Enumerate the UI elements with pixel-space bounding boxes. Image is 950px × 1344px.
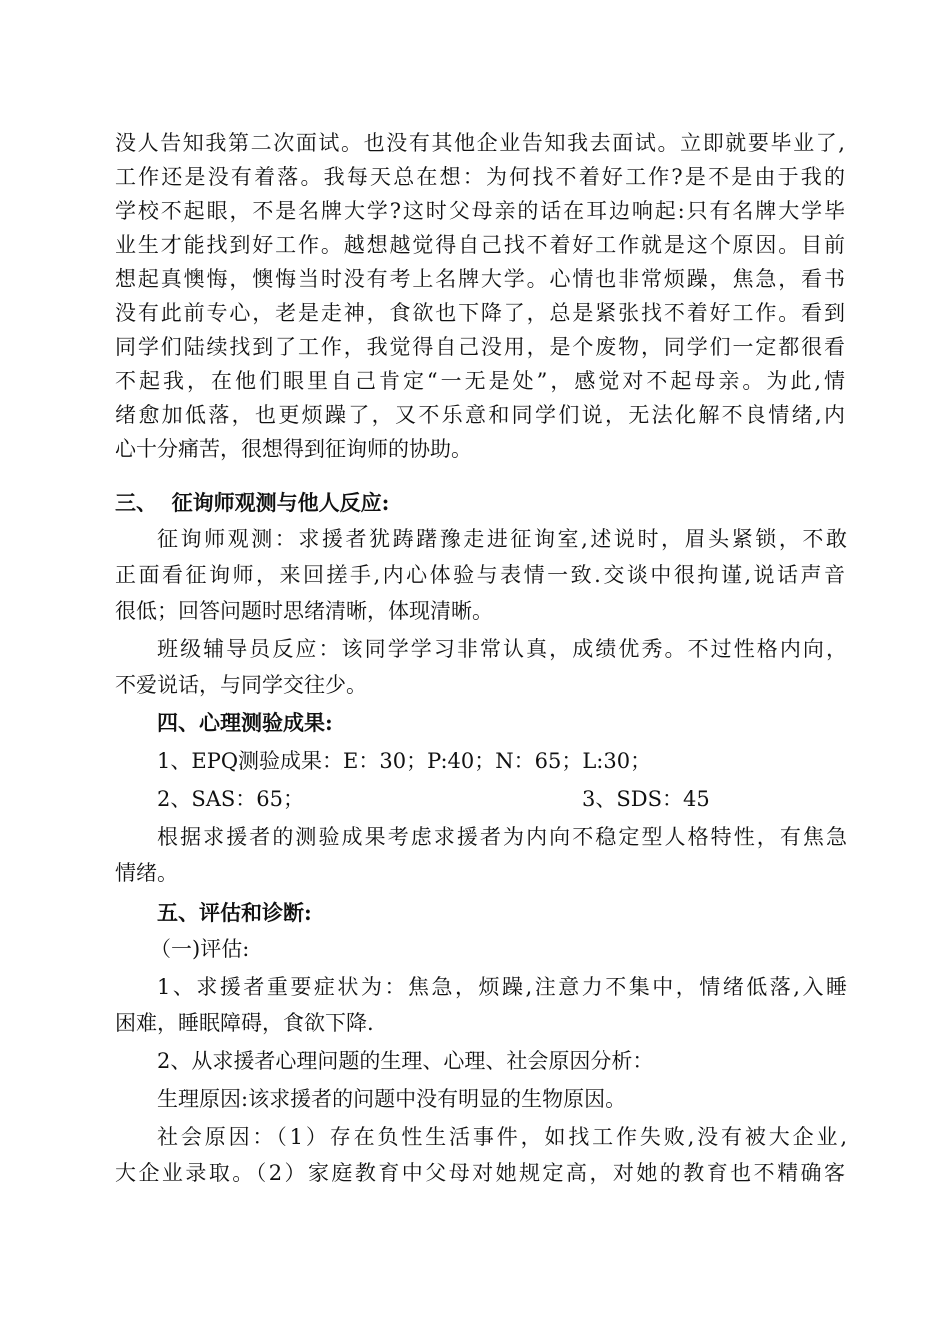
social-cause-line-2: 大企业录取。（2）家庭教育中父母对她规定高，对她的教育也不精确客 (115, 1161, 845, 1185)
section5-heading: 五、评估和诊断: (157, 900, 312, 925)
epq-result: 1、EPQ测验成果：E：30；P:40；N：65；L:30； (157, 749, 652, 773)
observation-line-2: 正面看征询师，来回搓手,内心体验与表情一致.交谈中很拘谨,说话声音 (115, 563, 845, 587)
observation-line-1: 征询师观测：求援者犹踌躇豫走进征询室,述说时，眉头紧锁，不敢 (157, 527, 847, 551)
symptoms-line-2: 困难，睡眠障碍，食欲下降. (115, 1011, 374, 1035)
story-line-1: 没人告知我第二次面试。也没有其他企业告知我去面试。立即就要毕业了, (115, 131, 845, 155)
story-line-7: 同学们陆续找到了工作，我觉得自己没用，是个废物，同学们一定都很看 (115, 335, 845, 359)
story-line-4: 业生才能找到好工作。越想越觉得自己找不着好工作就是这个原因。目前 (115, 233, 845, 257)
assessment-subheading: （一)评估: (150, 937, 250, 961)
story-line-8: 不起我，在他们眼里自己肯定“一无是处”，感觉对不起母亲。为此,情 (115, 369, 845, 393)
story-line-3: 学校不起眼，不是名牌大学?这时父母亲的话在耳边响起:只有名牌大学毕 (115, 199, 845, 223)
conclusion-line-1: 根据求援者的测验成果考虑求援者为内向不稳定型人格特性，有焦急 (157, 825, 847, 849)
story-line-2: 工作还是没有着落。我每天总在想：为何找不着好工作?是不是由于我的 (115, 165, 845, 189)
section4-heading: 四、心理测验成果: (157, 710, 333, 735)
counselor-reaction-line-1: 班级辅导员反应：该同学学习非常认真，成绩优秀。不过性格内向， (157, 637, 847, 661)
physiological-cause: 生理原因:该求援者的问题中没有明显的生物原因。 (157, 1087, 627, 1111)
story-line-10: 心十分痛苦，很想得到征询师的协助。 (115, 437, 472, 461)
counselor-reaction-line-2: 不爱说话，与同学交往少。 (115, 673, 367, 697)
social-cause-line-1: 社会原因：（1）存在负性生活事件，如找工作失败,没有被大企业, (157, 1125, 847, 1149)
sas-result: 2、SAS：65； (157, 787, 305, 811)
story-line-9: 绪愈加低落，也更烦躁了，又不乐意和同学们说，无法化解不良情绪,内 (115, 403, 845, 427)
conclusion-line-2: 情绪。 (115, 861, 178, 885)
sds-result: 3、SDS：45 (582, 787, 710, 811)
section3-heading: 三、 征询师观测与他人反应: (115, 490, 390, 515)
story-line-6: 没有此前专心，老是走神，食欲也下降了，总是紧张找不着好工作。看到 (115, 301, 845, 325)
observation-line-3: 很低；回答问题时思绪清晰，体现清晰。 (115, 599, 493, 623)
story-line-5: 想起真懊悔，懊悔当时没有考上名牌大学。心情也非常烦躁，焦急，看书 (115, 267, 845, 291)
symptoms-line-1: 1、求援者重要症状为：焦急，烦躁,注意力不集中，情绪低落,入睡 (157, 975, 847, 999)
cause-analysis-intro: 2、从求援者心理问题的生理、心理、社会原因分析： (157, 1049, 654, 1073)
